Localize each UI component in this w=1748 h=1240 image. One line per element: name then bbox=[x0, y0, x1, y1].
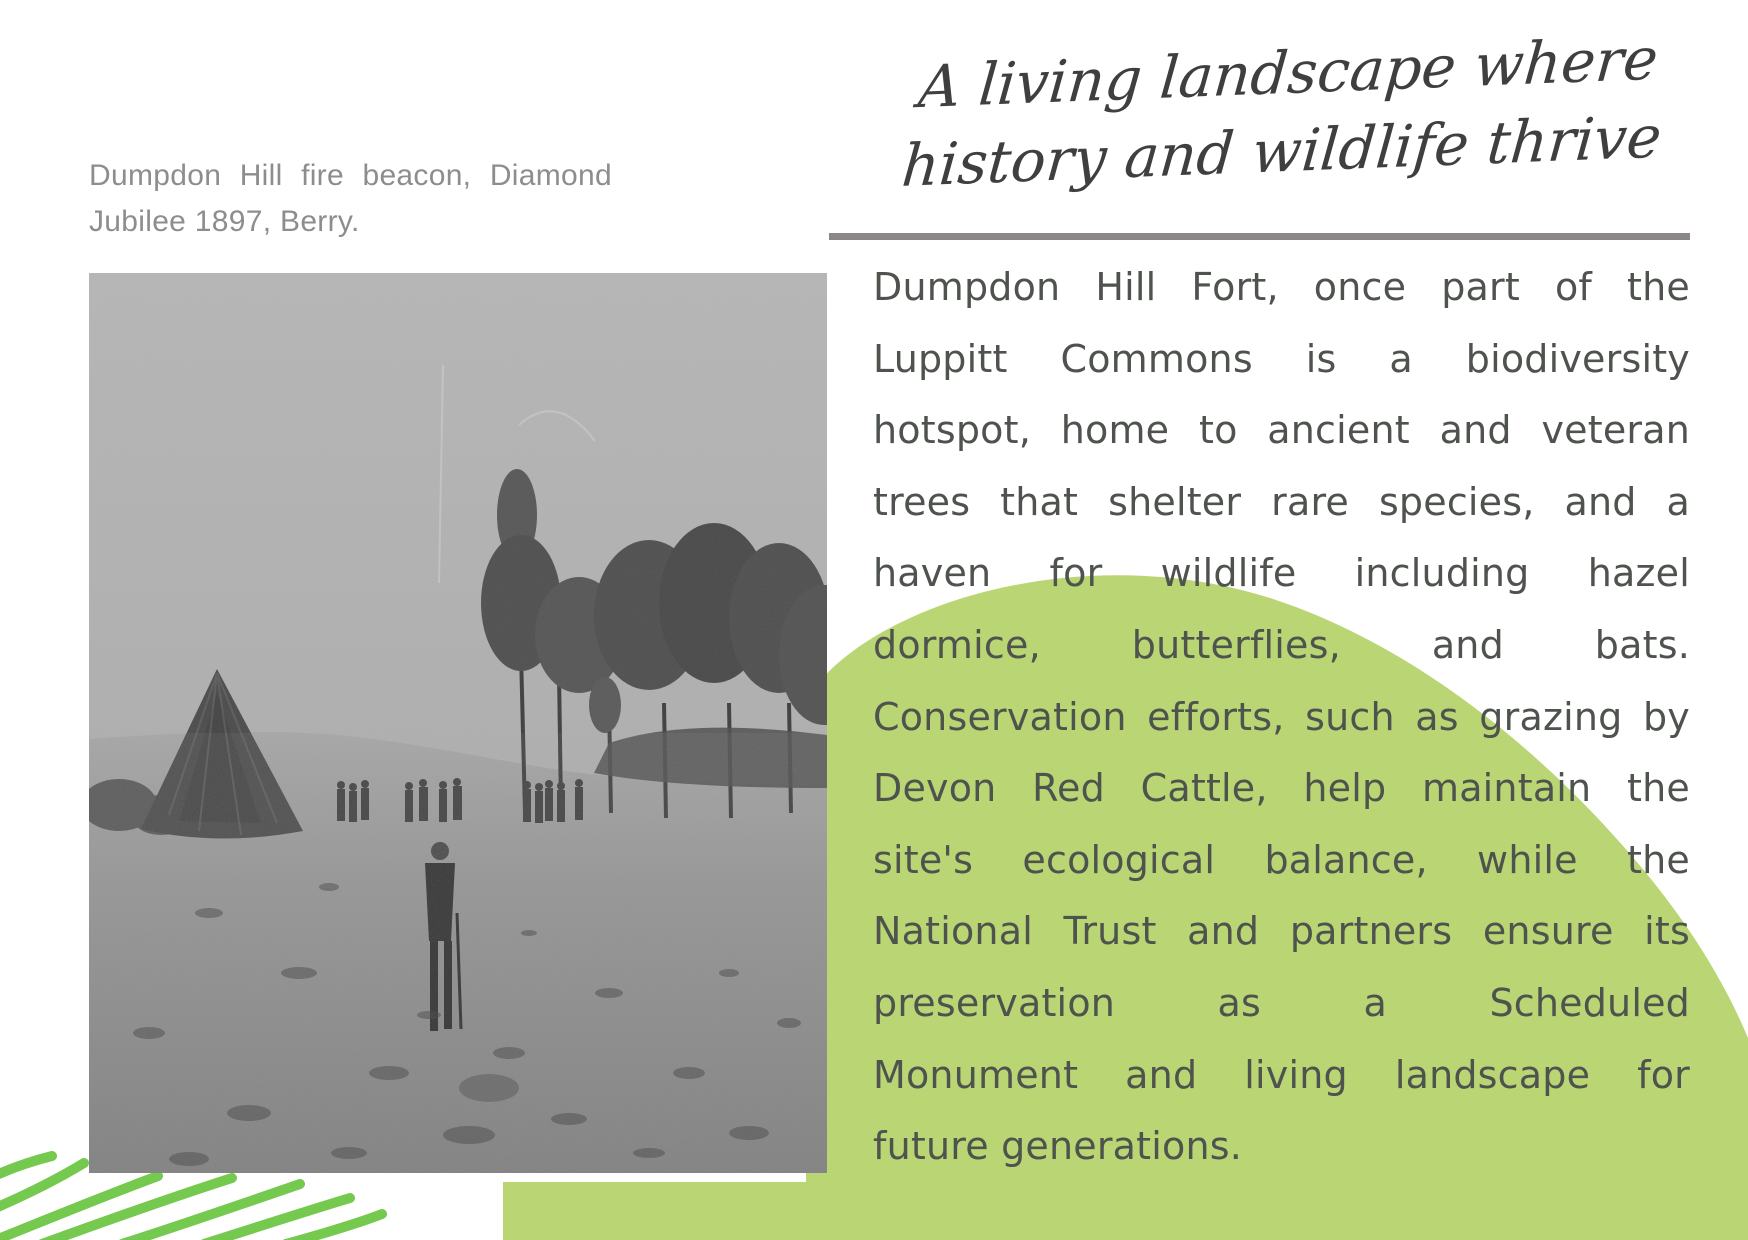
green-strip bbox=[503, 1182, 1748, 1240]
photo-caption bbox=[89, 153, 612, 245]
body-line: hotspot, home to ancient and veteran bbox=[873, 408, 1690, 453]
body-line: preservation as a Scheduled bbox=[873, 980, 1690, 1025]
body-line: Dumpdon Hill Fort, once part of the bbox=[873, 265, 1690, 309]
body-line: haven for wildlife including hazel bbox=[873, 551, 1690, 596]
body-line: Monument and living landscape for bbox=[873, 1052, 1690, 1097]
body-line: dormice, butterflies, and bats. bbox=[873, 622, 1690, 667]
heading-line-1: A living landscape where bbox=[916, 24, 1661, 122]
heading-line-2: history and wildlife thrive bbox=[899, 102, 1665, 200]
caption-line-2: Jubilee 1897, Berry. bbox=[89, 205, 360, 238]
historic-photo bbox=[89, 273, 827, 1173]
body-line: Conservation efforts, such as grazing by bbox=[873, 694, 1690, 739]
body-line: Devon Red Cattle, help maintain the bbox=[873, 766, 1690, 811]
body-line: site's ecological balance, while the bbox=[873, 837, 1690, 882]
caption-line-1: Dumpdon Hill fire beacon, Diamond bbox=[89, 159, 612, 192]
body-line: trees that shelter rare species, and a bbox=[873, 479, 1690, 524]
photo-ground-grain bbox=[89, 733, 827, 1173]
body-line: Luppitt Commons is a biodiversity bbox=[873, 336, 1690, 381]
body-line: future generations. bbox=[873, 1124, 1243, 1169]
body-line: National Trust and partners ensure its bbox=[873, 909, 1690, 954]
photo-scene bbox=[89, 273, 827, 1173]
article-text bbox=[873, 252, 1690, 1183]
heading-divider bbox=[829, 233, 1690, 240]
